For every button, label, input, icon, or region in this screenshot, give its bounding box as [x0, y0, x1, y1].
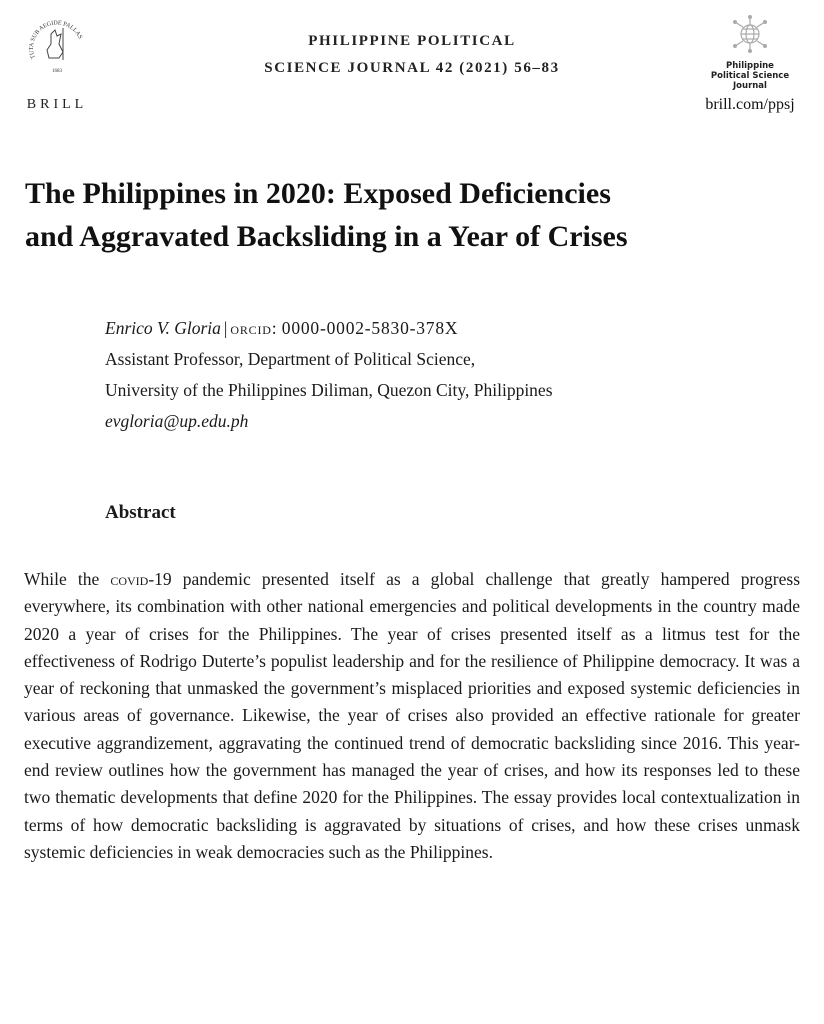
svg-text:1683: 1683	[52, 69, 62, 74]
journal-logo-name	[690, 61, 810, 91]
journal-citation: SCIENCE JOURNAL 42 (2021) 56–83	[264, 60, 560, 76]
svg-text:TUTA SUB AEGIDE PALLAS: TUTA SUB AEGIDE PALLAS	[28, 20, 83, 60]
title-line: and Aggravated Backsliding in a Year of Crises	[25, 220, 628, 253]
title-line: The Philippines in 2020: Exposed Deficiencies	[25, 177, 611, 210]
abstract-covid: covid	[110, 569, 149, 589]
journal-url-link[interactable]: brill.com/ppsj	[705, 96, 795, 113]
author-line	[105, 313, 553, 344]
abstract-lead: While the	[24, 569, 111, 589]
author-institution: University of the Philippines Diliman, Quezon City, Philippines	[105, 380, 553, 400]
journal-logo-line: Political Science	[710, 71, 790, 81]
author-block	[105, 313, 553, 437]
journal-logo	[690, 14, 810, 114]
orcid-label: orcid:	[230, 318, 278, 338]
abstract-body-text: -19 pandemic presented itself as a global challenge that greatly hampered progress everywhere, its combination with other national emergencies and political developments in the country made 2020 a year of crises for the Philippines. The year of crises presented itself as a litmus test for the effectiveness of Rodrigo Duterte’s populist leadership and for the resilience of Philippine democracy. It was a year of reckoning that unmasked the government’s misplaced priorities and exposed systemic deficiencies in various areas of governance. Likewise, the year of crises also provided an effective rationale for greater executive aggrandizement, aggravating the continued trend of democratic backsliding since 2016. This year-end review outlines how the government has managed the year of crises, and how its responses led to these two thematic developments that define 2020 for the Philippines. The essay provides local contextualization in terms of how democratic backsliding is aggravated by situations of crises, and how these crises unmask systemic deficiencies in weak democracies such as the Philippines.	[24, 569, 800, 862]
orcid-id-link[interactable]: 0000-0002-5830-378X	[281, 318, 459, 338]
abstract-heading: Abstract	[105, 502, 176, 523]
separator: |	[223, 318, 228, 338]
journal-logo-line: Philippine	[726, 61, 774, 71]
abstract-text	[24, 566, 800, 866]
article-title	[25, 172, 805, 258]
author-position: Assistant Professor, Department of Political Science,	[105, 349, 476, 369]
publisher-name: BRILL	[26, 97, 88, 112]
journal-logo-line: Journal	[733, 81, 767, 91]
journal-title: PHILIPPINE POLITICAL	[308, 33, 516, 49]
author-name: Enrico V. Gloria	[105, 318, 221, 338]
author-email-link[interactable]: evgloria@up.edu.ph	[105, 411, 249, 431]
globe-icon	[730, 14, 770, 54]
